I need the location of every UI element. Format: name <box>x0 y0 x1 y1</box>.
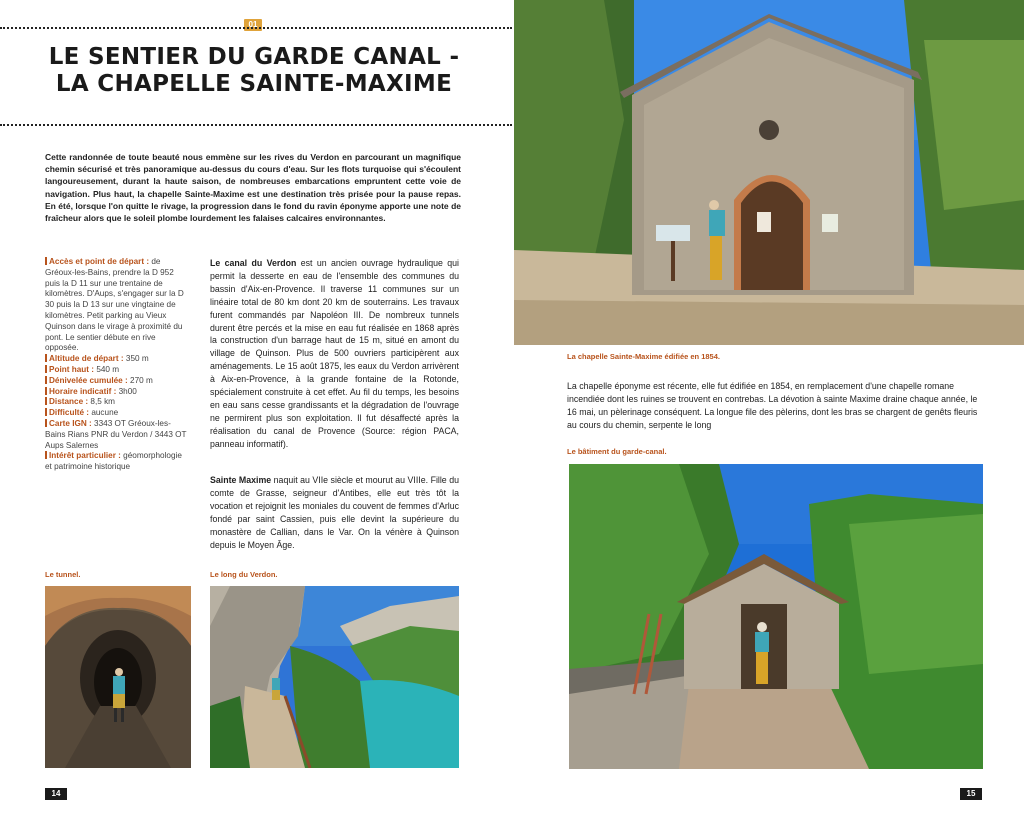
canal-paragraph: Le canal du Verdon est un ancien ouvrage hydraulique qui permit la desserte en eau de l'ensemble des communes du bassin d'Aix-en-Provence. Il traverse 11 communes sur un linéaire total de 80 km dont 20 km de souterrains. Les travaux furent commandés par Napoléon III. De nombreux tunnels durent être percés et la mise en eau fut réalisée en 1868 après la construction d'un barrage haut de 15 m, situé en amont du village de Quinson. Plus de 500 ouvriers participèrent aux aménagements. Le 15 août 1875, les eaux du Verdon arrivèrent à Aix-en-Provence, à la grande fontaine de la Rotonde, spécialement construite à cet effet. Au fil du temps, les besoins en eau sans cesse grandissants et la dégradation de l'ouvrage ne permirent plus son exploitation. Il fut désaffecté après la réalisation du canal de Provence (Source: région PACA, panneau informatif). <box>210 258 459 449</box>
bullet-bar-icon <box>45 257 47 265</box>
info-row: Carte IGN : 3343 OT Gréoux-les-Bains Rians PNR du Verdon / 3443 OT Aups Salernes <box>45 418 187 450</box>
chapel-caption: La chapelle Sainte-Maxime édifiée en 1854. <box>567 352 720 361</box>
bullet-bar-icon <box>45 408 47 416</box>
canal-heading: Le canal du Verdon <box>210 258 297 268</box>
maxime-paragraph: Sainte Maxime naquit au VIIe siècle et mourut au VIIIe. Fille du comte de Grasse, seigneur d'Antibes, elle eut très tôt la vocation et rejoignit les moniales du couvent de femmes d'Arluc fondé par saint Cassien, puis elle devint la supérieure du monastère de Callian, dans le Var. On la vénère à Quinson depuis le Moyen Âge. <box>210 475 459 550</box>
info-row: Distance : 8,5 km <box>45 397 190 408</box>
intro-paragraph: Cette randonnée de toute beauté nous emmène sur les rives du Verdon en parcourant un magnifique chemin sécurisé et très panoramique au-dessus du cours d'eau. Sur les flots turquoise qui s'écoulent langoureusement, durant la haute saison, de nombreuses embarcations empruntent cette voie de navigation. Plus haut, la chapelle Sainte-Maxime est une destination très prisée pour la pause repas. En été, lorsque l'on quitte le rivage, la progression dans le fond du ravin éponyme apporte une note de fraîcheur alors que le soleil plombe lourdement les falaises calcaires environnantes. <box>45 152 461 224</box>
info-row: Accès et point de départ : de Gréoux-les-Bains, prendre la D 952 puis la D 11 sur une trentaine de kilomètres. D'Aups, s'engager sur la D 30 puis la D 13 sur une vingtaine de kilomètres. Petit parking au Vieux Quinson dans le virage à proximité du pont. Le sentier débute en rive opposée. <box>45 257 184 353</box>
bullet-bar-icon <box>45 376 47 384</box>
tunnel-caption: Le tunnel. <box>45 570 81 579</box>
route-number-badge: 01 <box>244 19 262 31</box>
tunnel-photo <box>45 586 191 768</box>
garde-canal-building-photo <box>569 464 983 769</box>
info-row: Point haut : 540 m <box>45 365 190 376</box>
bullet-bar-icon <box>45 387 47 395</box>
bullet-bar-icon <box>45 354 47 362</box>
info-row: Altitude de départ : 350 m <box>45 354 190 365</box>
bullet-bar-icon <box>45 451 47 459</box>
chapel-photo <box>514 0 1024 345</box>
page-number-right: 15 <box>960 788 982 800</box>
bullet-bar-icon <box>45 365 47 373</box>
page-title <box>20 44 488 98</box>
verdon-photo <box>210 586 459 768</box>
verdon-caption: Le long du Verdon. <box>210 570 278 579</box>
info-row: Horaire indicatif : 3h00 <box>45 387 190 398</box>
chapel-paragraph: La chapelle éponyme est récente, elle fut édifiée en 1854, en remplacement d'une chapelle romane incendiée dont les ruines se trouvent en contrebas. La dévotion à sainte Maxime draine chaque année, le 16 mai, un pèlerinage conséquent. La longue file des pèlerins, dont les bras se chargent de genêts fleuris au cours du chemin, serpente le long <box>567 381 978 430</box>
top-dotted-divider <box>0 27 512 29</box>
info-row: Difficulté : aucune <box>45 408 190 419</box>
title-line-2: LA CHAPELLE SAINTE-MAXIME <box>55 71 453 97</box>
info-box <box>45 257 190 473</box>
maxime-heading: Sainte Maxime <box>210 475 272 485</box>
bullet-bar-icon <box>45 419 47 427</box>
info-row: Dénivelée cumulée : 270 m <box>45 376 190 387</box>
title-dotted-divider <box>0 124 512 126</box>
building-caption: Le bâtiment du garde-canal. <box>567 447 667 456</box>
page-number-left: 14 <box>45 788 67 800</box>
title-line-1: LE SENTIER DU GARDE CANAL - <box>48 44 460 70</box>
info-row: Intérêt particulier : géomorphologie et patrimoine historique <box>45 451 182 472</box>
bullet-bar-icon <box>45 397 47 405</box>
